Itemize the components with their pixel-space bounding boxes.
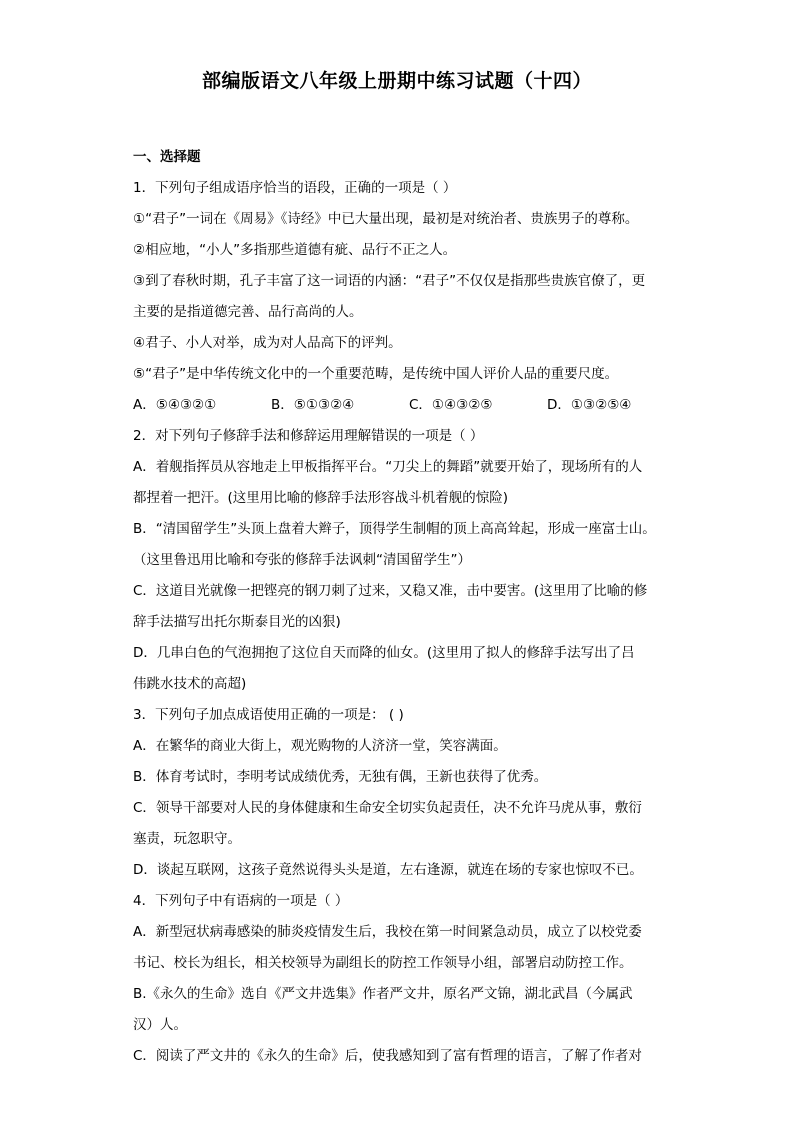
question-1-line: ①“君子”一词在《周易》《诗经》中已大量出现，最初是对统治者、贵族男子的尊称。 (133, 211, 639, 227)
option-d: D．①③②⑤④ (547, 397, 632, 413)
question-2-line: （这里鲁迅用比喻和夸张的修辞手法讽刺“清国留学生”） (133, 552, 471, 568)
question-1-stem: 1．下列句子组成语序恰当的语段，正确的一项是（ ） (133, 180, 457, 196)
question-2-line: B．“清国留学生”头顶上盘着大辫子，顶得学生制帽的顶上高高耸起，形成一座富士山。 (133, 521, 656, 537)
question-4-line: 书记、校长为组长，相关校领导为副组长的防控工作领导小组，部署启动防控工作。 (133, 955, 633, 971)
question-1-line: ②相应地，“小人”多指那些道德有疵、品行不正之人。 (133, 242, 457, 258)
section-heading: 一、选择题 (133, 149, 201, 165)
question-4-line: C．阅读了严文井的《永久的生命》后，使我感知到了富有哲理的语言，了解了作者对 (133, 1048, 642, 1064)
question-3-stem: 3．下列句子加点成语使用正确的一项是： ( ) (133, 707, 404, 723)
option-a: A．⑤④③②① (133, 397, 217, 413)
question-3-line: C．领导干部要对人民的身体健康和生命安全切实负起责任，决不允许马虎从事，敷衍 (133, 800, 642, 816)
question-1-line: ③到了春秋时期，孔子丰富了这一词语的内涵：“君子”不仅仅是指那些贵族官僚了，更 (133, 273, 646, 289)
question-4-line: 汉）人。 (133, 1017, 187, 1033)
question-4-line: A．新型冠状病毒感染的肺炎疫情发生后，我校在第一时间紧急动员，成立了以校党委 (133, 924, 642, 940)
document-content (133, 142, 673, 1072)
question-3-line: A．在繁华的商业大街上，观光购物的人济济一堂，笑容满面。 (133, 738, 507, 754)
question-2-line: 伟跳水技术的高超) (133, 676, 247, 692)
question-2-line: D．几串白色的气泡拥抱了这位自天而降的仙女。(这里用了拟人的修辞手法写出了吕 (133, 645, 635, 661)
question-3-line: D．谈起互联网，这孩子竟然说得头头是道，左右逢源，就连在场的专家也惊叹不已。 (133, 862, 643, 878)
question-2-line: C．这道目光就像一把铿亮的钢刀刺了过来，又稳又准，击中要害。(这里用了比喻的修 (133, 583, 648, 599)
question-3-line: B．体育考试时，李明考试成绩优秀，无独有偶，王新也获得了优秀。 (133, 769, 548, 785)
question-2-stem: 2．对下列句子修辞手法和修辞运用理解错误的一项是（ ） (133, 428, 484, 444)
question-2-line: 辞手法描写出托尔斯泰目光的凶狠) (133, 614, 341, 630)
question-1-line: ④君子、小人对举，成为对人品高下的评判。 (133, 335, 402, 351)
option-b: B．⑤①③②④ (271, 397, 355, 413)
question-4-stem: 4．下列句子中有语病的一项是（ ） (133, 893, 349, 909)
option-c: C．①④③②⑤ (409, 397, 493, 413)
question-1-line: ⑤“君子”是中华传统文化中的一个重要范畴，是传统中国人评价人品的重要尺度。 (133, 366, 619, 382)
question-1-line: 主要的是指道德完善、品行高尚的人。 (133, 304, 363, 320)
question-4-line: B.《永久的生命》选自《严文井选集》作者严文井，原名严文锦，湖北武昌（今属武 (133, 986, 633, 1002)
page-title: 部编版语文八年级上册期中练习试题（十四） (201, 70, 592, 92)
question-3-line: 塞责，玩忽职守。 (133, 831, 241, 847)
question-2-line: A．着舰指挥员从容地走上甲板指挥平台。“刀尖上的舞蹈”就要开始了，现场所有的人 (133, 459, 643, 475)
question-2-line: 都捏着一把汗。(这里用比喻的修辞手法形容战斗机着舰的惊险) (133, 490, 509, 506)
question-1-options (133, 390, 673, 421)
